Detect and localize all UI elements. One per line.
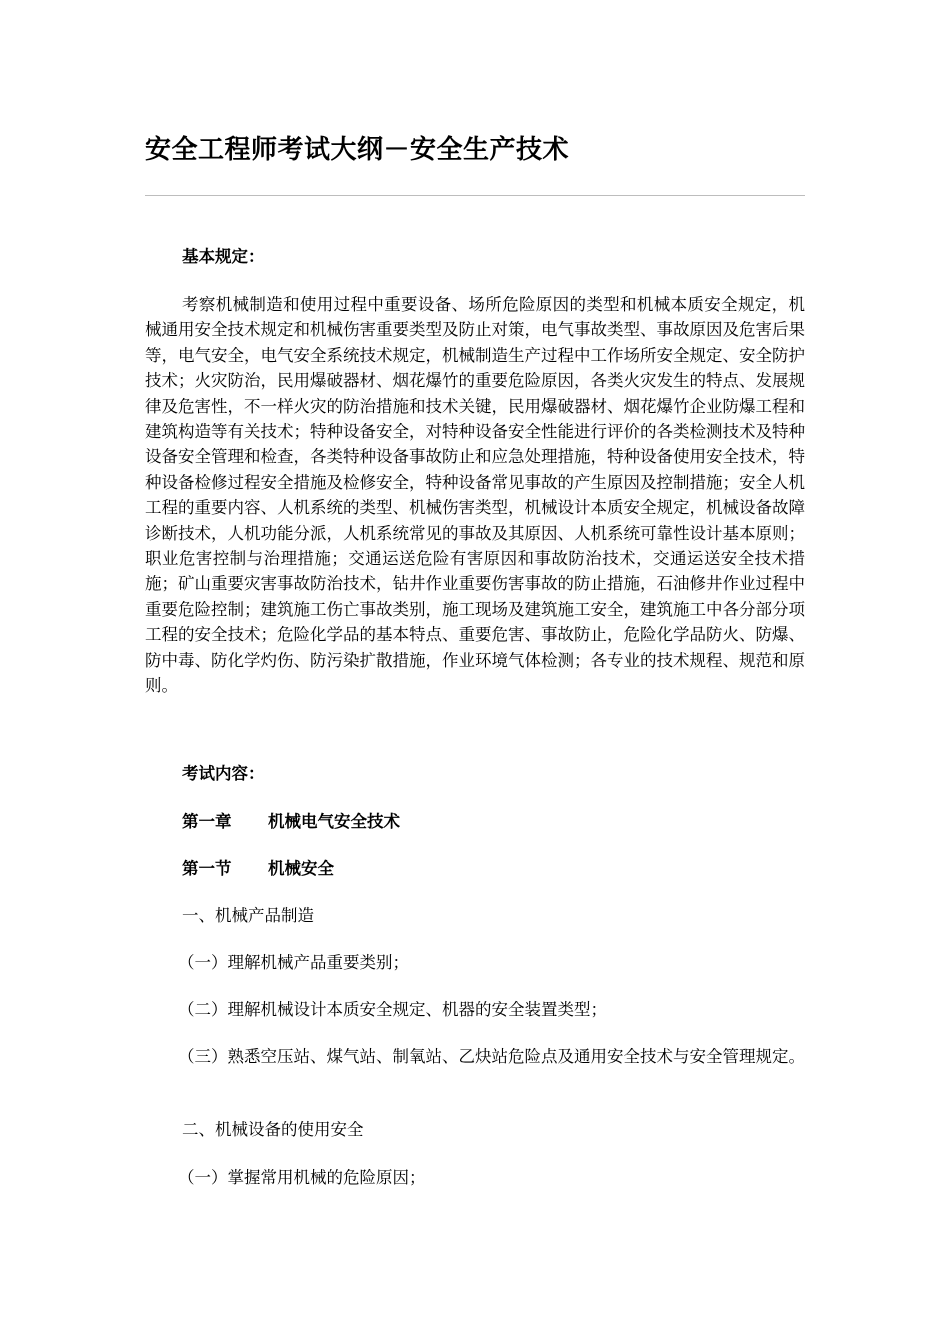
document-title: 安全工程师考试大纲－安全生产技术 [145, 135, 570, 165]
exam-content-heading: 考试内容： [182, 764, 265, 783]
chapter-heading [145, 810, 805, 834]
part-2-item-1: （一）掌握常用机械的危险原因； [178, 1168, 426, 1187]
part-2-title: 二、机械设备的使用安全 [182, 1120, 364, 1139]
part-1-title: 一、机械产品制造 [182, 906, 314, 925]
basic-rules-paragraph: 考察机械制造和使用过程中重要设备、场所危险原因的类型和机械本质安全规定，机械通用安全技术规定和机械伤害重要类型及防止对策，电气事故类型、事故原因及危害后果等，电气安全，电气安全系统技术规定，机械制造生产过程中工作场所安全规定、安全防护技术；火灾防治，民用爆破器材、烟花爆竹的重要危险原因，各类火灾发生的特点、发展规律及危害性，不一样火灾的防治措施和技术关键，民用爆破器材、烟花爆竹企业防爆工程和建筑构造等有关技术；特种设备安全，对特种设备安全性能进行评价的各类检测技术及特种设备安全管理和检查，各类特种设备事故防止和应急处理措施，特种设备使用安全技术，特种设备检修过程安全措施及检修安全，特种设备常见事故的产生原因及控制措施；安全人机工程的重要内容、人机系统的类型、机械伤害类型，机械设计本质安全规定，机械设备故障诊断技术，人机功能分派，人机系统常见的事故及其原因、人机系统可靠性设计基本原则；职业危害控制与治理措施；交通运送危险有害原因和事故防治技术，交通运送安全技术措施；矿山重要灾害事故防治技术，钻井作业重要伤害事故的防止措施，石油修井作业过程中重要危险控制；建筑施工伤亡事故类别，施工现场及建筑施工安全，建筑施工中各分部分项工程的安全技术；危险化学品的基本特点、重要危害、事故防止，危险化学品防火、防爆、防中毒、防化学灼伤、防污染扩散措施，作业环境气体检测；各专业的技术规程、规范和原则。 [145, 295, 805, 696]
chapter-title: 机械电气安全技术 [268, 812, 400, 831]
chapter-number: 第一章 [182, 812, 232, 831]
section-title: 机械安全 [268, 859, 334, 878]
part-1-item-1: （一）理解机械产品重要类别； [178, 953, 409, 972]
part-1-item-2: （二）理解机械设计本质安全规定、机器的安全装置类型； [178, 1000, 607, 1019]
basic-rules-heading: 基本规定： [182, 247, 265, 266]
title-divider [145, 195, 805, 196]
section-heading [145, 857, 805, 881]
section-number: 第一节 [182, 859, 232, 878]
part-1-item-3: （三）熟悉空压站、煤气站、制氧站、乙炔站危险点及通用安全技术与安全管理规定。 [178, 1047, 805, 1066]
